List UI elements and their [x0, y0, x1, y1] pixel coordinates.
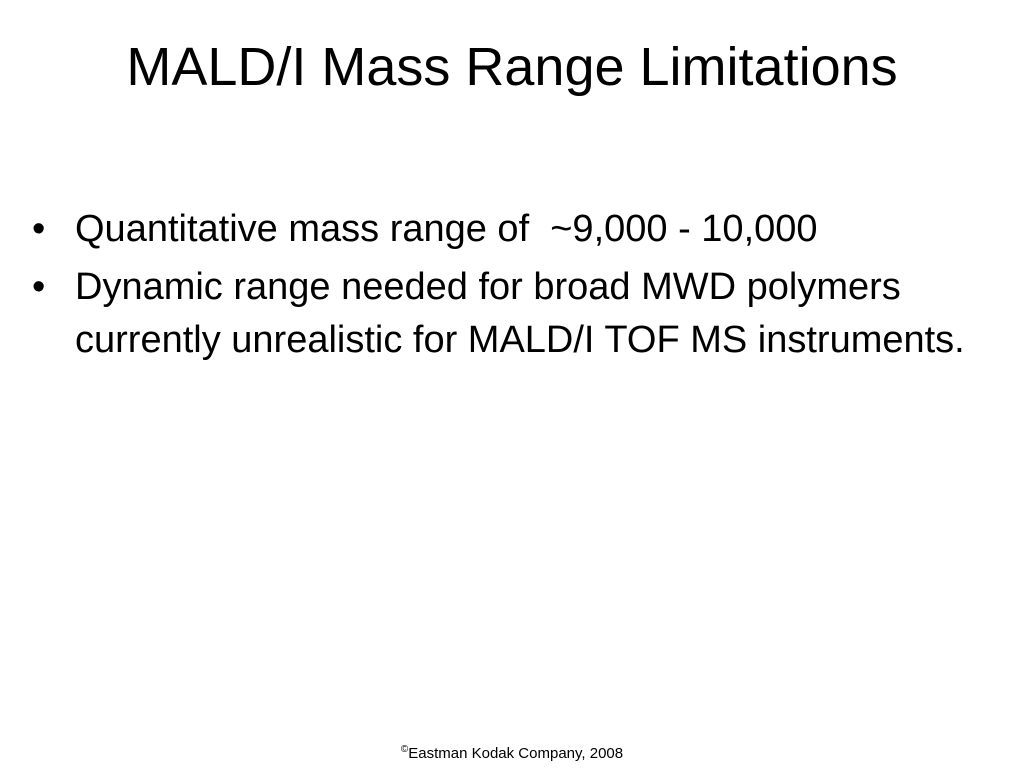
- footer-copyright: [0, 744, 1024, 764]
- bullet-text: Quantitative mass range of ~9,000 - 10,000: [75, 208, 818, 250]
- bullet-icon: •: [32, 266, 46, 308]
- bullet-list: [32, 203, 992, 372]
- bullet-icon: •: [32, 208, 46, 250]
- footer-text: Eastman Kodak Company, 2008: [408, 745, 624, 762]
- bullet-text: Dynamic range needed for broad MWD polymers currently unrealistic for MALD/I TOF MS instruments.: [75, 266, 965, 361]
- bullet-item: [32, 261, 992, 367]
- slide-title: MALD/I Mass Range Limitations: [126, 37, 898, 97]
- copyright-symbol: ©: [400, 744, 409, 755]
- bullet-item: [32, 203, 992, 256]
